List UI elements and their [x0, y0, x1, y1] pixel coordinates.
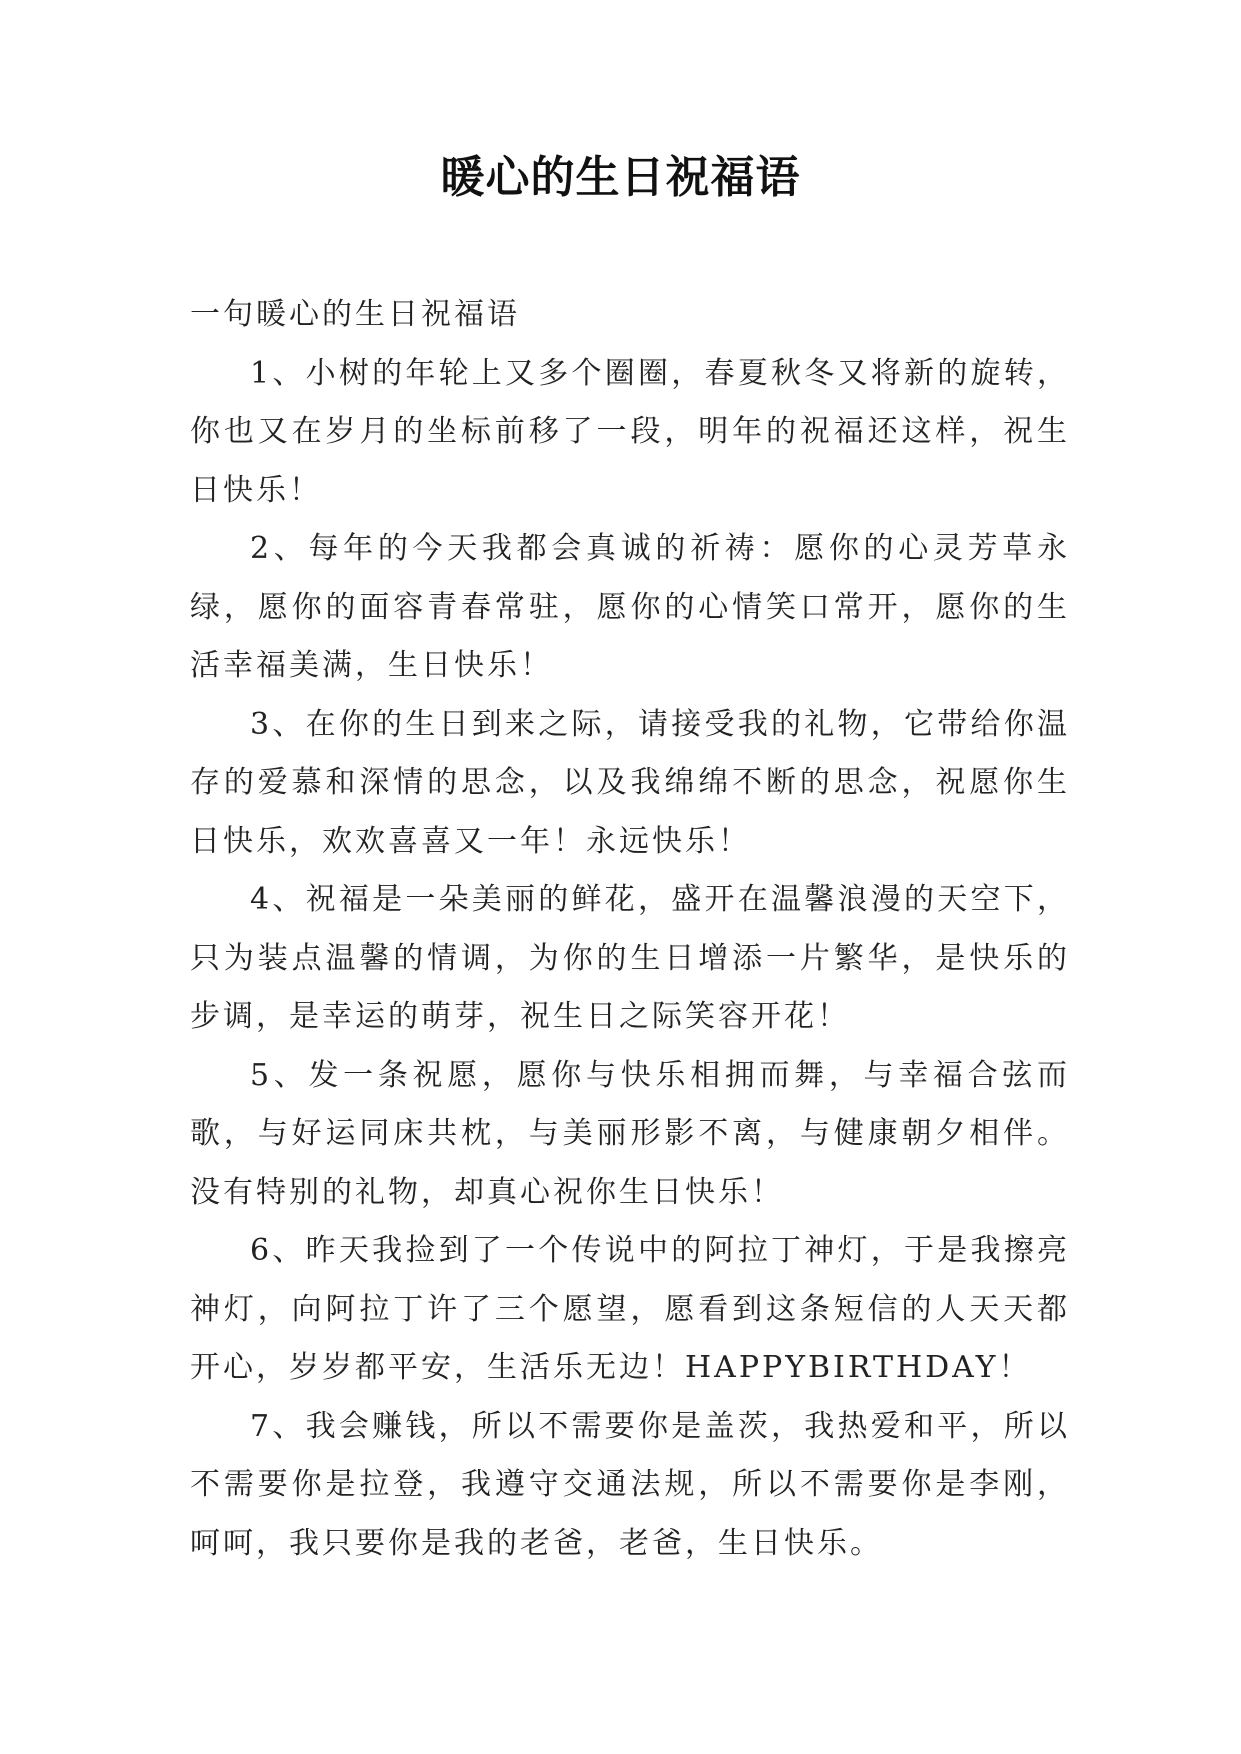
paragraph-1: 1、小树的年轮上又多个圈圈，春夏秋冬又将新的旋转，你也又在岁月的坐标前移了一段，明年的祝福还这样，祝生日快乐！ — [190, 355, 1070, 508]
document-title: 暖心的生日祝福语 — [440, 152, 801, 203]
paragraph-7: 7、我会赚钱，所以不需要你是盖茨，我热爱和平，所以不需要你是拉登，我遵守交通法规，所以不需要你是李刚，呵呵，我只要你是我的老爸，老爸，生日快乐。 — [190, 1408, 1070, 1561]
paragraph-3: 3、在你的生日到来之际，请接受我的礼物，它带给你温存的爱慕和深情的思念，以及我绵绵不断的思念，祝愿你生日快乐，欢欢喜喜又一年！永远快乐！ — [190, 706, 1070, 859]
document-body — [190, 286, 1070, 1573]
paragraph-4: 4、祝福是一朵美丽的鲜花，盛开在温馨浪漫的天空下，只为装点温馨的情调，为你的生日增添一片繁华，是快乐的步调，是幸运的萌芽，祝生日之际笑容开花！ — [190, 882, 1070, 1034]
paragraph-6: 6、昨天我捡到了一个传说中的阿拉丁神灯，于是我擦亮神灯，向阿拉丁许了三个愿望，愿看到这条短信的人天天都开心，岁岁都平安，生活乐无边！HAPPYBIRTHDAY！ — [190, 1233, 1070, 1385]
section-heading: 一句暖心的生日祝福语 — [190, 297, 520, 332]
paragraph-5: 5、发一条祝愿，愿你与快乐相拥而舞，与幸福合弦而歌，与好运同床共枕，与美丽形影不离，与健康朝夕相伴。没有特别的礼物，却真心祝你生日快乐！ — [190, 1057, 1070, 1210]
paragraph-2: 2、每年的今天我都会真诚的祈祷：愿你的心灵芳草永绿，愿你的面容青春常驻，愿你的心情笑口常开，愿你的生活幸福美满，生日快乐！ — [190, 531, 1070, 683]
